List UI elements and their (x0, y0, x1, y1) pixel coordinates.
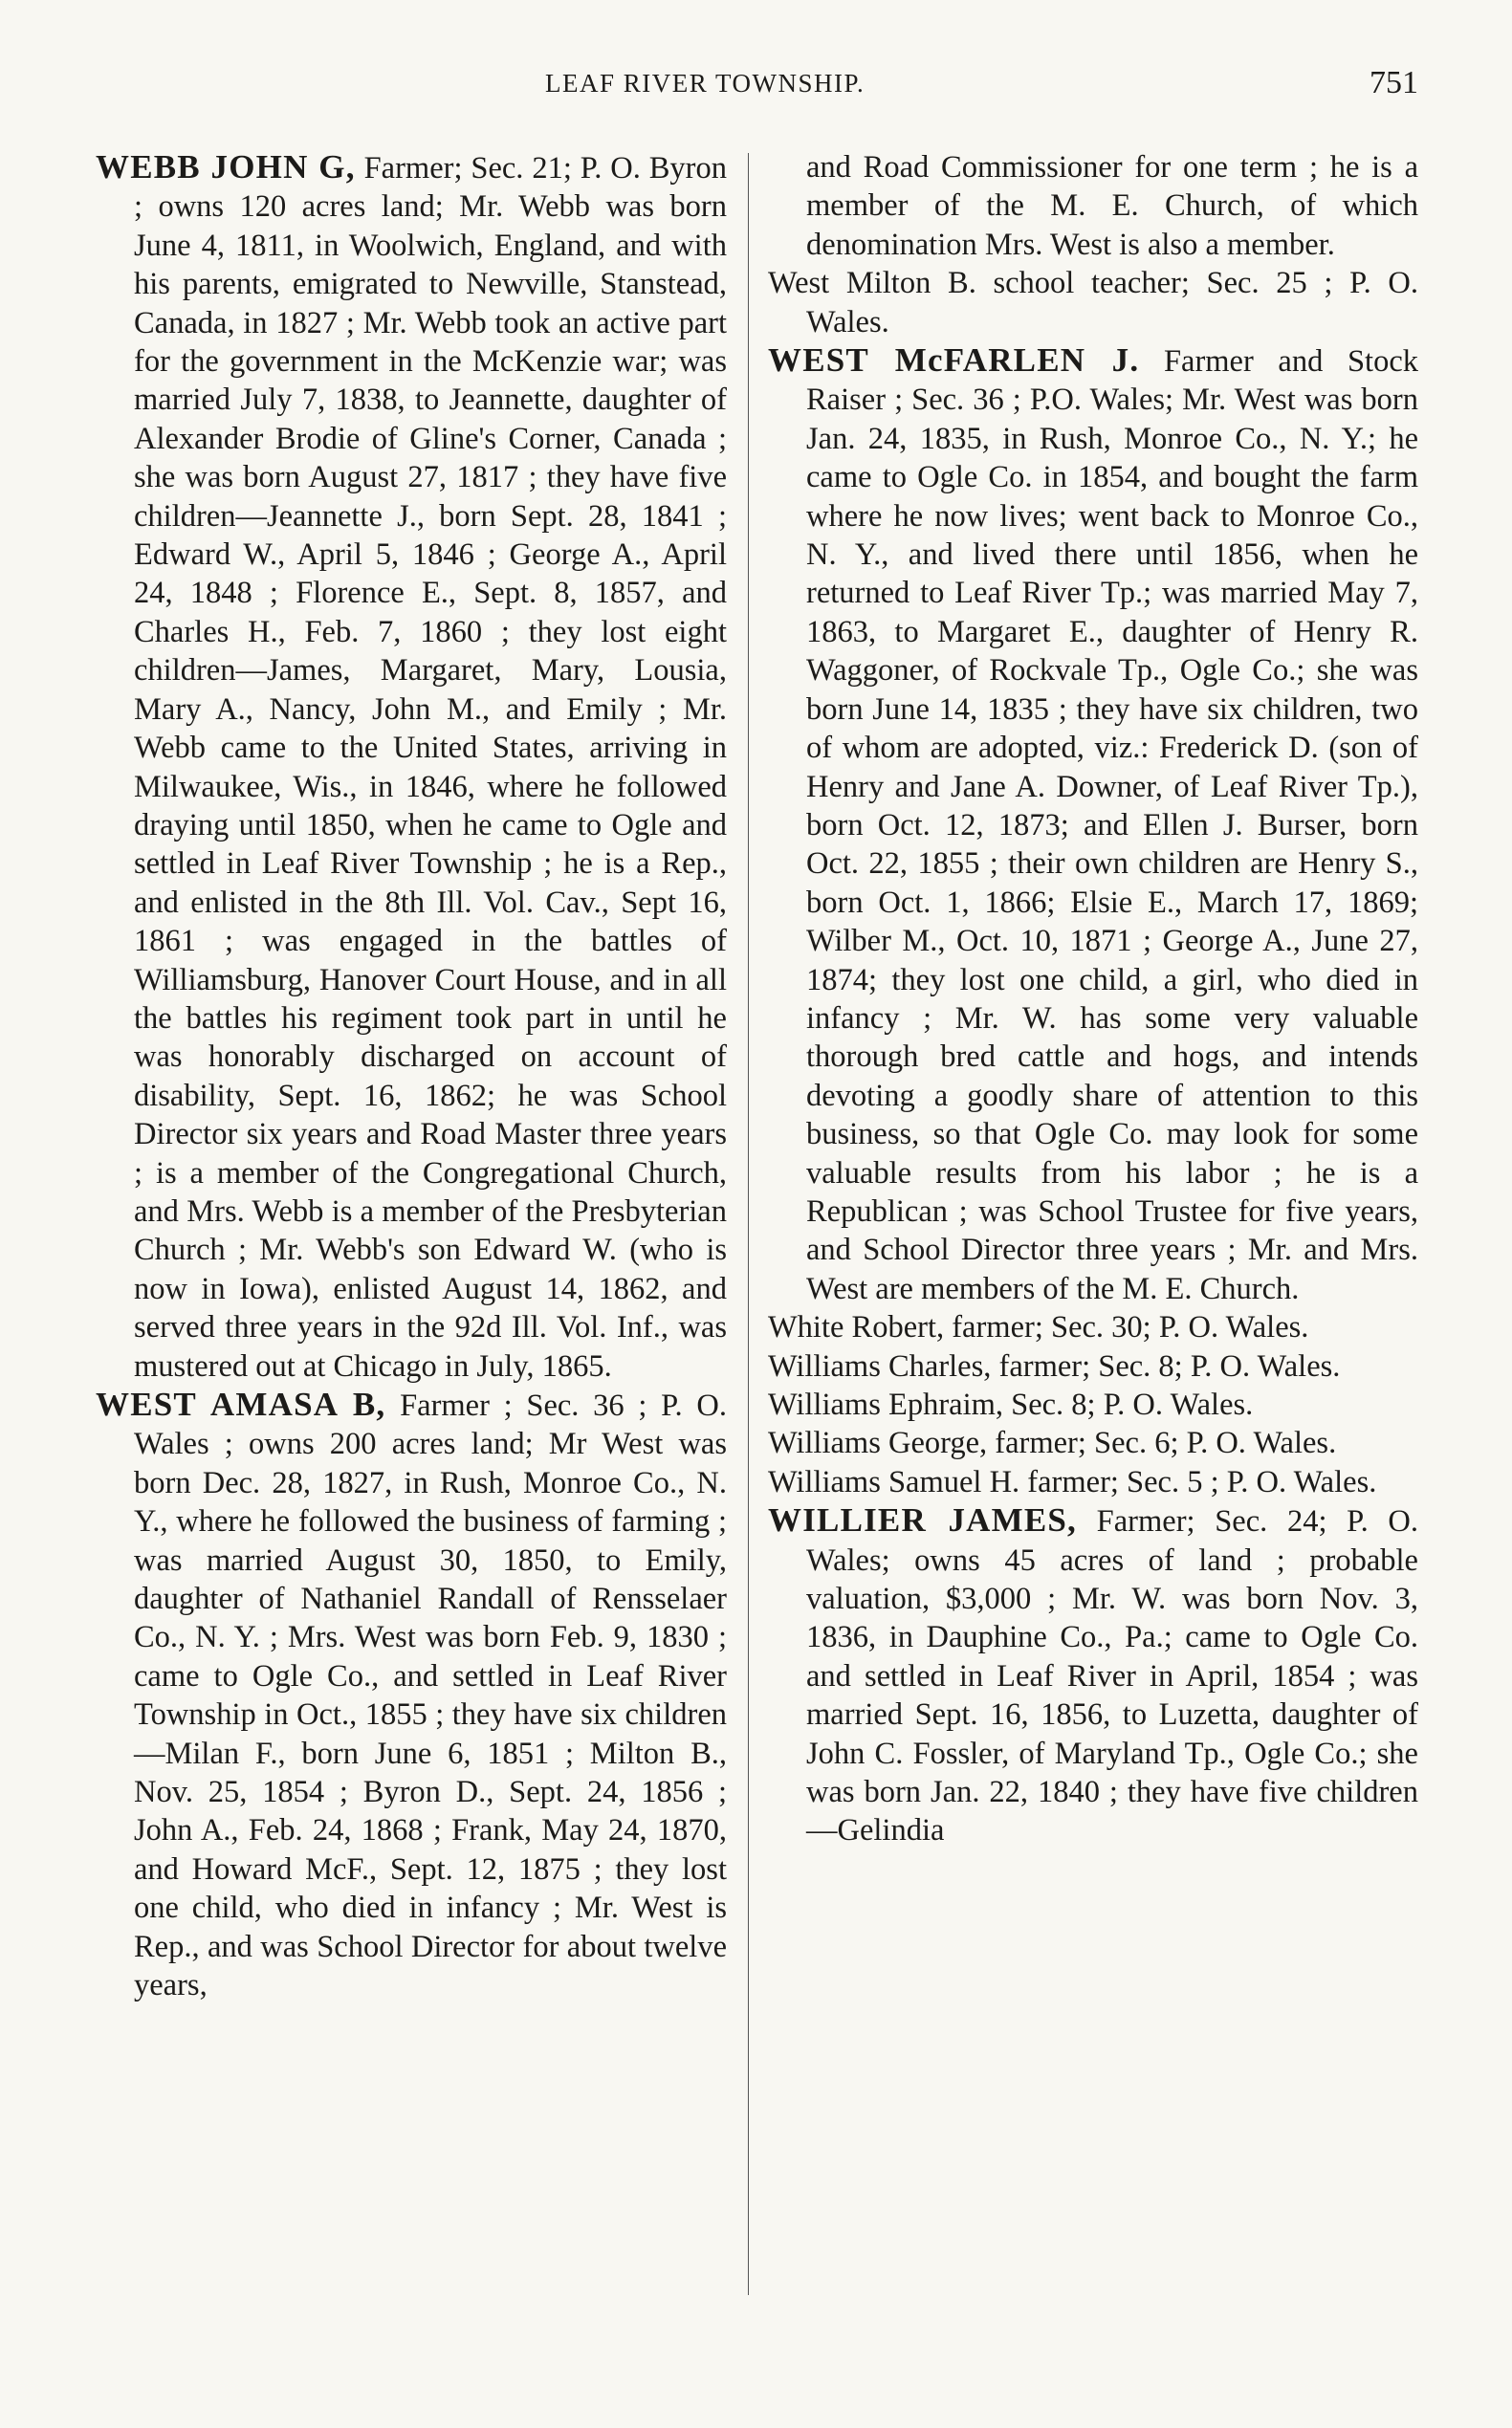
entry-name: WEBB JOHN G, (96, 148, 356, 186)
running-title: LEAF RIVER TOWNSHIP. (545, 69, 866, 98)
column-divider (748, 153, 749, 2295)
biography-entry-west-amasa (96, 1386, 727, 2005)
entry-text: Williams Ephraim, Sec. 8; P. O. Wales. (768, 1388, 1254, 1422)
biography-entry-willier (768, 1501, 1418, 1850)
entry-text: White Robert, farmer; Sec. 30; P. O. Wales. (768, 1310, 1309, 1345)
entry-text: Farmer ; Sec. 36 ; P. O. Wales ; owns 200 acres land; Mr West was born Dec. 28, 1827, in Rush, Monroe Co., N. Y., where he followed the business of farming ; was married August 30, 1850, to Emily, daughter of Nathaniel Randall of Rensselaer Co., N. Y. ; Mrs. West was born Feb. 9, 1830 ; came to Ogle Co., and settled in Leaf River Township in Oct., 1855 ; they have six children—Milan F., born June 6, 1851 ; Milton B., Nov. 25, 1854 ; Byron D., Sept. 24, 1856 ; John A., Feb. 24, 1868 ; Frank, May 24, 1870, and Howard McF., Sept. 12, 1875 ; they lost one child, who died in infancy ; Mr. West is Rep., and was School Director for about twelve years, (134, 1389, 727, 2003)
directory-entry (768, 1463, 1418, 1501)
directory-entry (768, 1386, 1418, 1424)
entry-text: Williams Samuel H. farmer; Sec. 5 ; P. O. Wales. (768, 1464, 1377, 1499)
directory-entry (768, 1308, 1418, 1346)
entry-text: Farmer; Sec. 21; P. O. Byron ; owns 120 acres land; Mr. Webb was born June 4, 1811, in Woolwich, England, and with his parents, emigrated to Newville, Stanstead, Canada, in 1827 ; Mr. Webb took an active part for the government in the McKenzie war; was married July 7, 1838, to Jeannette, daughter of Alexander Brodie of Gline's Corner, Canada ; she was born August 27, 1817 ; they have five children—Jeannette J., born Sept. 28, 1841 ; Edward W., April 5, 1846 ; George A., April 24, 1848 ; Florence E., Sept. 8, 1857, and Charles H., Feb. 7, 1860 ; they lost eight children—James, Margaret, Mary, Lousia, Mary A., Nancy, John M., and Emily ; Mr. Webb came to the United States, arriving in Milwaukee, Wis., in 1846, where he followed draying until 1850, when he came to Ogle and settled in Leaf River Township ; he is a Rep., and enlisted in the 8th Ill. Vol. Cav., Sept 16, 1861 ; was engaged in the battles of Williamsburg, Hanover Court House, and in all the battles his regiment took part in until he was honorably discharged on account of disability, Sept. 16, 1862; he was School Director six years and Road Master three years ; is a member of the Congregational Church, and Mrs. Webb is a member of the Presbyterian Church ; Mr. Webb's son Edward W. (who is now in Iowa), enlisted August 14, 1862, and served three years in the 92d Ill. Vol. Inf., was mustered out at Chicago in July, 1865. (134, 151, 727, 1384)
entry-name: WEST AMASA B, (96, 1386, 386, 1423)
entry-text: Williams Charles, farmer; Sec. 8; P. O. Wales. (768, 1348, 1341, 1384)
continuation-text: and Road Commissioner for one term ; he is a member of the M. E. Church, of which denomination Mrs. West is also a member. (806, 150, 1418, 262)
entry-text: West Milton B. school teacher; Sec. 25 ; P. O. Wales. (768, 266, 1418, 339)
running-header (0, 65, 1512, 107)
directory-entry (768, 1424, 1418, 1462)
directory-entry (768, 264, 1418, 341)
directory-entry (768, 1347, 1418, 1386)
page-number: 751 (1370, 65, 1418, 100)
biography-entry-webb (96, 148, 727, 1386)
biography-entry-west-mcfarlen (768, 341, 1418, 1308)
right-column (768, 148, 1418, 1850)
entry-text: Farmer; Sec. 24; P. O. Wales; owns 45 acres of land ; probable valuation, $3,000 ; Mr. W. was born Nov. 3, 1836, in Dauphine Co., Pa.; came to Ogle Co. and settled in Leaf River in April, 1854 ; was married Sept. 16, 1856, to Luzetta, daughter of John C. Fossler, of Maryland Tp., Ogle Co.; she was born Jan. 22, 1840 ; they have five children—Gelindia (806, 1504, 1418, 1848)
entry-name: WILLIER JAMES, (768, 1501, 1078, 1540)
entry-text: Farmer and Stock Raiser ; Sec. 36 ; P.O. Wales; Mr. West was born Jan. 24, 1835, in Rush, Monroe Co., N. Y.; he came to Ogle Co. in 1854, and bought the farm where he now lives; went back to Monroe Co., N. Y., and lived there until 1856, when he returned to Leaf River Tp.; was married May 7, 1863, to Margaret E., daughter of Henry R. Waggoner, of Rockvale Tp., Ogle Co.; she was born June 14, 1835 ; they have six children, two of whom are adopted, viz.: Frederick D. (son of Henry and Jane A. Downer, of Leaf River Tp.), born Oct. 12, 1873; and Ellen J. Burser, born Oct. 22, 1855 ; their own children are Henry S., born Oct. 1, 1866; Elsie E., March 17, 1869; Wilber M., Oct. 10, 1871 ; George A., June 27, 1874; they lost one child, a girl, who died in infancy ; Mr. W. has some very valuable thorough bred cattle and hogs, and intends devoting a goodly share of attention to this business, so that Ogle Co. may look for some valuable results from his labor ; he is a Republican ; was School Trustee for five years, and School Director three years ; Mr. and Mrs. West are members of the M. E. Church. (806, 344, 1418, 1306)
left-column (96, 148, 727, 2005)
entry-name: WEST McFARLEN J. (768, 341, 1140, 380)
entry-text: Williams George, farmer; Sec. 6; P. O. Wales. (768, 1426, 1337, 1461)
